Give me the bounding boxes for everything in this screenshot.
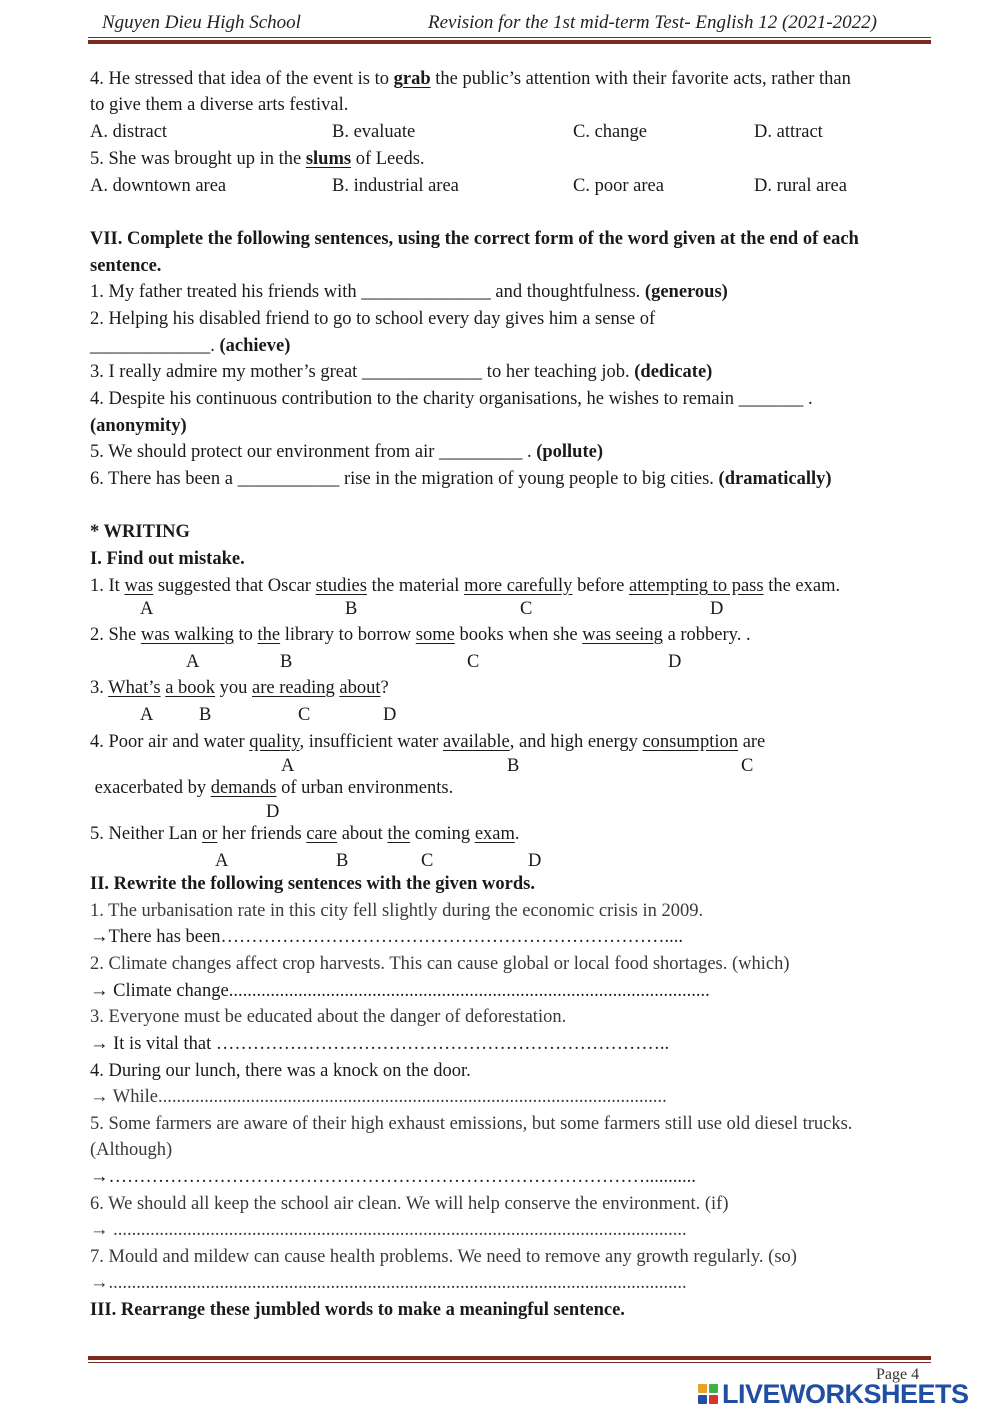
letter-a: A: [215, 851, 229, 871]
arrow-icon: →: [90, 1034, 109, 1054]
vocab-q5-option: D. rural area: [754, 176, 847, 196]
s7-item-3: 3. I really admire my mother’s great _____________ to her teaching job. (dedicate): [90, 362, 713, 382]
letter-c: C: [520, 599, 533, 619]
rewrite-a5: →……………………………………………………………………………...........: [90, 1167, 696, 1187]
section-7-title: VII. Complete the following sentences, using the correct form of the word given at the end of each: [90, 229, 859, 249]
letter-d: D: [266, 802, 280, 822]
header-school: Nguyen Dieu High School: [102, 12, 301, 33]
s7-item-4: 4. Despite his continuous contribution to the charity organisations, he wishes to remain _______ .: [90, 389, 813, 409]
rewrite-q6: 6. We should all keep the school air clean. We will help conserve the environment. (if): [90, 1194, 729, 1214]
letter-c: C: [741, 756, 754, 776]
letter-b: B: [336, 851, 349, 871]
rewrite-q3: 3. Everyone must be educated about the danger of deforestation.: [90, 1007, 567, 1027]
writing-heading: * WRITING: [90, 522, 190, 542]
letter-c: C: [421, 851, 434, 871]
arrow-icon: →: [90, 1220, 109, 1240]
key-word: slums: [305, 149, 352, 169]
rewrite-a7: →.............................................................................................................................: [90, 1273, 687, 1293]
vocab-q4-option: C. change: [573, 122, 647, 142]
letter-d: D: [710, 599, 724, 619]
rewrite-q1: 1. The urbanisation rate in this city fell slightly during the economic crisis in 2009.: [90, 901, 704, 921]
mistake-q4: 4. Poor air and water quality, insufficient water available, and high energy consumption are: [90, 732, 766, 752]
letter-c: C: [298, 705, 311, 725]
arrow-icon: →: [90, 927, 109, 947]
arrow-icon: →: [90, 1273, 109, 1293]
mistake-q2: 2. She was walking to the library to borrow some books when she was seeing a robbery. .: [90, 625, 751, 645]
vocab-q4-option: A. distract: [90, 122, 168, 142]
letter-b: B: [280, 652, 293, 672]
letter-b: B: [345, 599, 358, 619]
arrow-icon: →: [90, 981, 109, 1001]
letter-c: C: [467, 652, 480, 672]
s7-item-5: 5. We should protect our environment from air _________ . (pollute): [90, 442, 604, 462]
mistake-q3: 3. What’s a book you are reading about?: [90, 678, 389, 698]
rewrite-a4: → While..............................................................................................................: [90, 1087, 667, 1107]
rewrite-a1: →There has been………………………………………………………………....: [90, 927, 683, 947]
arrow-icon: →: [90, 1167, 109, 1187]
part-2-title: II. Rewrite the following sentences with the given words.: [90, 874, 535, 894]
arrow-icon: →: [90, 1087, 109, 1107]
part-1-title: I. Find out mistake.: [90, 549, 245, 569]
mistake-q4-cont: exacerbated by demands of urban environments.: [90, 778, 454, 798]
letter-a: A: [186, 652, 200, 672]
liveworksheets-watermark: [698, 1378, 996, 1410]
vocab-q4: 4. He stressed that idea of the event is to grab the public’s attention with their favorite acts, rather than: [90, 69, 851, 89]
letter-d: D: [383, 705, 397, 725]
header-rule-thin: [88, 37, 931, 38]
footer-rule-thick: [88, 1356, 931, 1360]
rewrite-a6: → ............................................................................................................................: [90, 1220, 687, 1240]
rewrite-q5-cont: (Although): [90, 1140, 173, 1160]
vocab-q4-line2: to give them a diverse arts festival.: [90, 95, 349, 115]
rewrite-q4: 4. During our lunch, there was a knock on the door.: [90, 1061, 471, 1081]
s7-item-4b: (anonymity): [90, 416, 187, 436]
rewrite-q7: 7. Mould and mildew can cause health problems. We need to remove any growth regularly. (so): [90, 1247, 797, 1267]
letter-b: B: [199, 705, 212, 725]
mistake-q1: 1. It was suggested that Oscar studies the material more carefully before attempting to pass the exam.: [90, 576, 841, 596]
rewrite-a2: → Climate change........................................................................................................: [90, 981, 710, 1001]
rewrite-q2: 2. Climate changes affect crop harvests. This can cause global or local food shortages. (which): [90, 954, 790, 974]
section-7-title-cont: sentence.: [90, 256, 162, 276]
vocab-q4-option: D. attract: [754, 122, 823, 142]
key-word: grab: [393, 69, 431, 89]
letter-d: D: [668, 652, 682, 672]
page-number: Page 4: [876, 1366, 920, 1383]
rewrite-q5: 5. Some farmers are aware of their high exhaust emissions, but some farmers still use old diesel trucks.: [90, 1114, 853, 1134]
vocab-q5-option: B. industrial area: [332, 176, 459, 196]
s7-item-2: 2. Helping his disabled friend to go to school every day gives him a sense of: [90, 309, 656, 329]
header-rule-thick: [88, 40, 931, 44]
letter-a: A: [140, 599, 154, 619]
s7-item-1: 1. My father treated his friends with ______________ and thoughtfulness. (generous): [90, 282, 728, 302]
rewrite-a3: → It is vital that ………………………………………………………………..: [90, 1034, 670, 1054]
mistake-q5: 5. Neither Lan or her friends care about the coming exam.: [90, 824, 520, 844]
s7-item-2b: _____________. (achieve): [90, 336, 291, 356]
part-3-title: III. Rearrange these jumbled words to make a meaningful sentence.: [90, 1300, 625, 1320]
footer-rule-thin: [88, 1362, 931, 1363]
vocab-q5-option: C. poor area: [573, 176, 664, 196]
vocab-q5: 5. She was brought up in the slums of Leeds.: [90, 149, 425, 169]
s7-item-6: 6. There has been a ___________ rise in the migration of young people to big cities. (dramatically): [90, 469, 832, 489]
vocab-q5-option: A. downtown area: [90, 176, 227, 196]
liveworksheets-brand: LIVEWORKSHEETS: [722, 1378, 969, 1409]
letter-d: D: [528, 851, 542, 871]
vocab-q4-option: B. evaluate: [332, 122, 416, 142]
header-title: Revision for the 1st mid-term Test- English 12 (2021-2022): [428, 12, 877, 33]
letter-b: B: [507, 756, 520, 776]
letter-a: A: [281, 756, 295, 776]
letter-a: A: [140, 705, 154, 725]
liveworksheets-logo-icon: [698, 1384, 718, 1404]
